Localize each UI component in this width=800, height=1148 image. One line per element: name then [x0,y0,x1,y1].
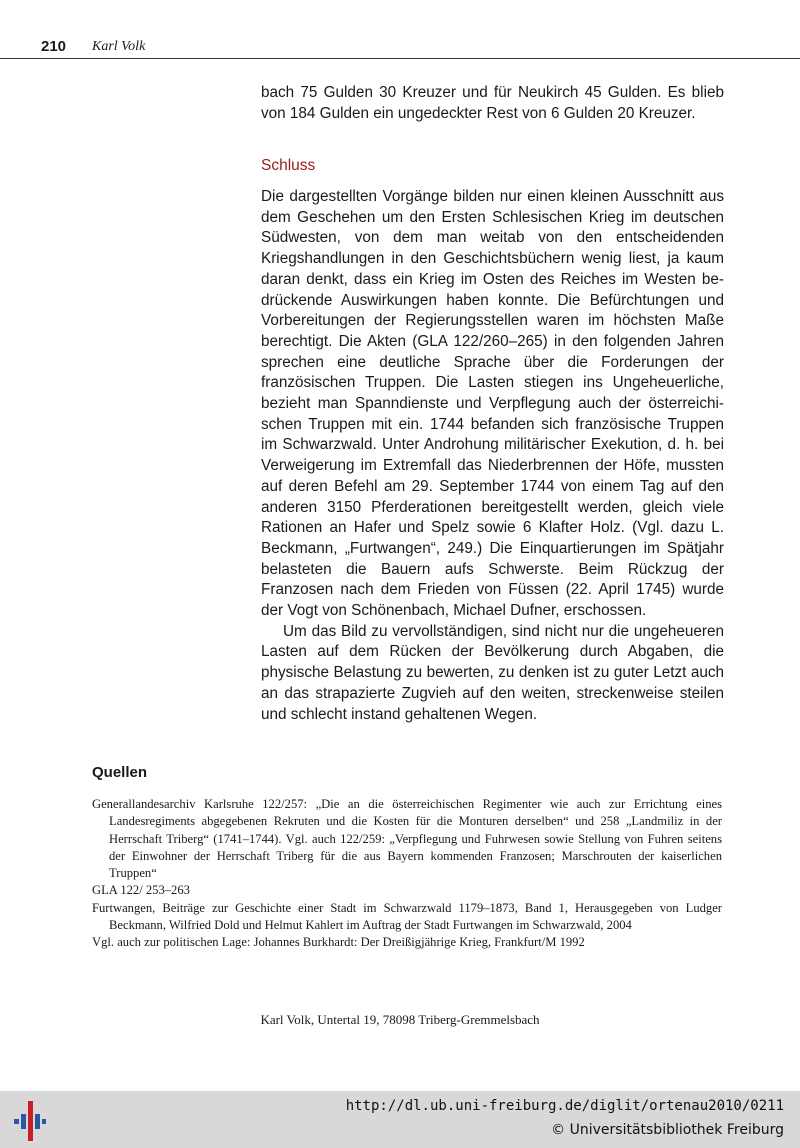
body-paragraph-1: Die dargestellten Vorgänge bilden nur einen kleinen Ausschnitt aus dem Geschehen um den Ersten Schlesischen Krieg im deutschen Südwesten, von dem man weitab von den entscheidenden Kriegshandlungen in den Geschichtsbüchern wenig liest, ja kaum daran denkt, dass ein Krieg im Osten des Reiches im Westen bedrückende Auswirkungen haben konnte. Die Befürchtungen und Vorbereitungen der Regierungsstellen waren im höchsten Maße berechtigt. Die Akten (GLA 122/260–265) in den folgenden Jahren sprechen eine deutliche Sprache über die Forderungen der französischen Truppen. Die Lasten stiegen ins Ungeheuerliche, bezieht man Spanndienste und Verpflegung auch der österreichischen Truppen mit ein. 1744 befanden sich französische Truppen im Schwarzwald. Unter Androhung militärischer Exekution, d. h. bei Verweigerung im Extremfall das Niederbrennen der Höfe, mussten auf deren Befehl am 29. September 1744 von einem Tag auf den anderen 3150 Pferderationen bereitgestellt werden, gleich viele Rationen an Hafer und Spelz sowie 6 Klafter Holz. (Vgl. dazu L. Beckmann, „Furtwangen“, 249.) Die Einquartierungen im Spätjahr belasteten die Bauern aufs Schwerste. Beim Rückzug der Franzosen nach dem Frieden von Füssen (22. April 1745) wurde der Vogt von Schönenbach, Michael Dufner, erschossen. [261,188,724,620]
section-heading: Schluss [261,157,316,174]
copyright-notice: © Universitätsbibliothek Freiburg [551,1122,784,1138]
source-entry-3: Furtwangen, Beiträge zur Geschichte einer Stadt im Schwarzwald 1179–1873, Band 1, Herausgegeben von Ludger Beckmann, Wilfried Dold und Helmut Kahlert im Auftrag der Stadt Furtwangen im Schwarzwald, 2004 [92,900,722,933]
footer-bar [0,1091,800,1148]
section-body [261,187,724,725]
continuation-text [261,83,724,124]
body-paragraph-2: Um das Bild zu vervollständigen, sind nicht nur die ungeheueren Lasten auf dem Rücken der Bevölkerung durch Abgaben, die physische Belastung zu bewerten, zu denken ist zu guter Letzt auch an das strapazierte Zugvieh auf den weiten, streckenweise steilen und schlecht instand gehaltenen Wegen. [261,622,724,723]
source-entry-2: GLA 122/ 253–263 [92,883,190,898]
source-entry-1: Generallandesarchiv Karlsruhe 122/257: „Die an die österreichischen Regimenter wie auch zur Errichtung eines Landesregiments abgegebenen Rekruten und die Kosten für die Monturen derselben“ und 258 „Landmiliz in der Herrschaft Triberg“ (1741–1744). Vgl. auch 122/259: „Verpflegung und Fuhrwesen sowie Stellung von Fuhren seitens der Einwohner der Herrschaft Triberg für die aus Bayern kommenden Franzosen; Marschrouten der kaiserlichen Truppen“ [92,797,722,881]
source-url-link[interactable]: http://dl.ub.uni-freiburg.de/diglit/ortenau2010/0211 [345,1098,784,1114]
page-number: 210 [41,38,67,55]
author-address: Karl Volk, Untertal 19, 78098 Triberg-Gremmelsbach [260,1012,540,1027]
sources-list [92,796,722,952]
running-head-author: Karl Volk [92,39,146,54]
ub-freiburg-logo-icon [14,1099,46,1141]
sources-heading: Quellen [92,764,148,781]
source-entry-4: Vgl. auch zur politischen Lage: Johannes Burkhardt: Der Dreißigjährige Krieg, Frankfurt/M 1992 [92,935,585,950]
continuation-paragraph: bach 75 Gulden 30 Kreuzer und für Neukirch 45 Gulden. Es blieb von 184 Gulden ein ungedeckter Rest von 6 Gulden 20 Kreuzer. [261,84,724,122]
running-header [0,36,800,59]
